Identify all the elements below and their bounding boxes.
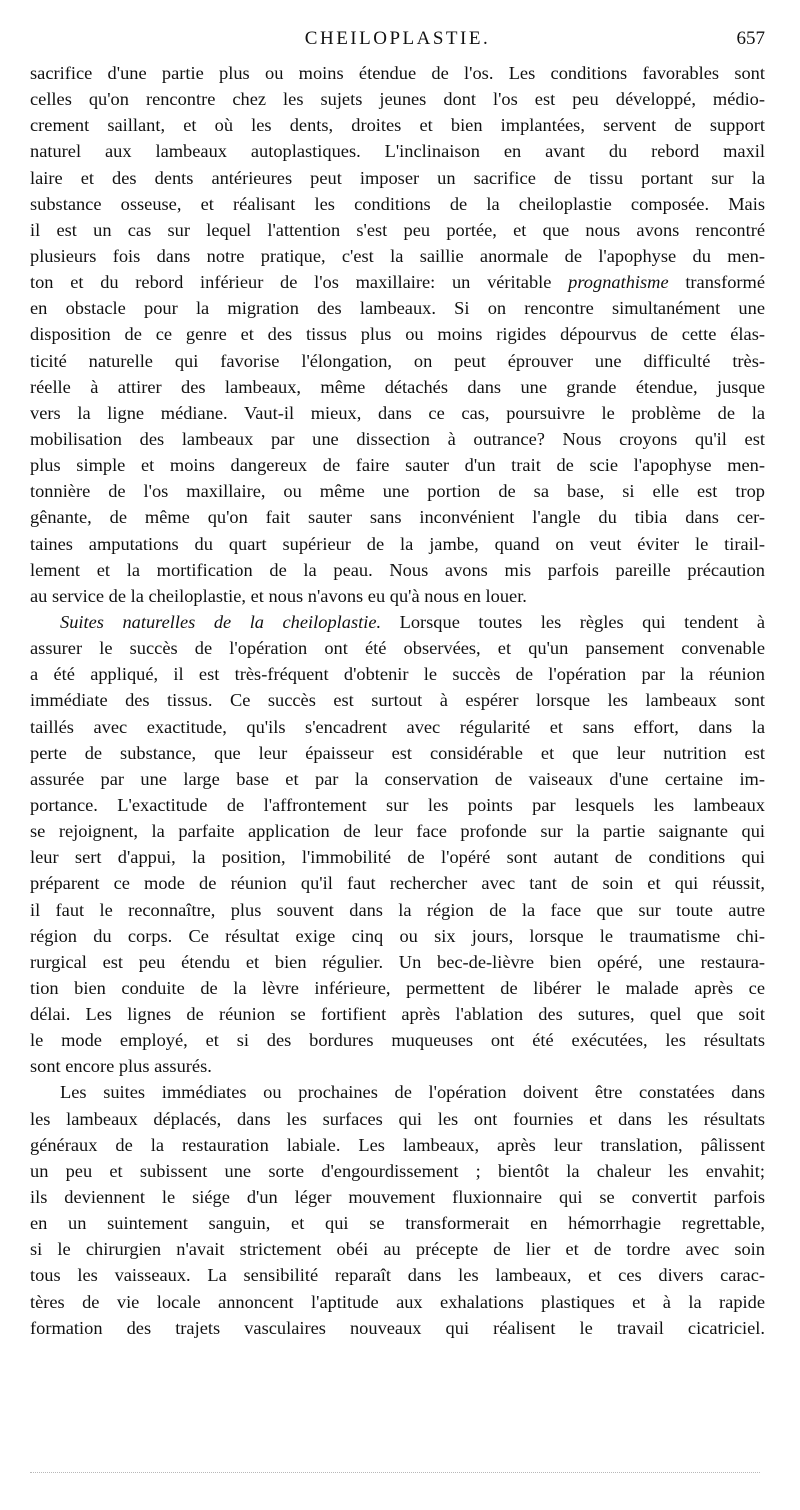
running-head bbox=[30, 28, 765, 58]
text-line: portance. L'exactitude de l'affrontement sur les points par lesquels les lambeaux bbox=[30, 794, 765, 815]
text-line: généraux de la restauration labiale. Les lambeaux, après leur translation, pâlissent bbox=[30, 1134, 765, 1155]
text-line: crement saillant, et où les dents, droites et bien implantées, servent de support bbox=[30, 115, 765, 136]
text-line: perte de substance, que leur épaisseur est considérable et que leur nutrition est bbox=[30, 742, 765, 763]
text-line: laire et des dents antérieures peut imposer un sacrifice de tissu portant sur la bbox=[30, 167, 765, 188]
text-line: vers la ligne médiane. Vaut-il mieux, dans ce cas, poursuivre le problème de la bbox=[30, 402, 765, 423]
text-line: gênante, de même qu'on fait sauter sans inconvénient l'angle du tibia dans cer- bbox=[30, 507, 765, 528]
text-line: au service de la cheiloplastie, et nous n'avons eu qu'à nous en louer. bbox=[30, 585, 527, 606]
text-line: plus simple et moins dangereux de faire sauter d'un trait de scie l'apophyse men- bbox=[30, 455, 765, 476]
text-line: lement et la mortification de la peau. Nous avons mis parfois pareille précaution bbox=[30, 559, 765, 580]
text-line: leur sert d'appui, la position, l'immobilité de l'opéré sont autant de conditions qui bbox=[30, 847, 765, 868]
text-line: a été appliqué, il est très-fréquent d'obtenir le succès de l'opération par la réunion bbox=[30, 664, 765, 685]
text-line: substance osseuse, et réalisant les conditions de la cheiloplastie composée. Mais bbox=[30, 193, 765, 214]
line-text: Lorsque toutes les règles qui tendent à bbox=[381, 611, 765, 632]
text-line: sacrifice d'une partie plus ou moins étendue de l'os. Les conditions favorables sont bbox=[30, 63, 765, 83]
text-line: se rejoignent, la parfaite application de leur face profonde sur la partie saignante qui bbox=[30, 821, 765, 842]
page-number: 657 bbox=[736, 28, 765, 49]
text-line: tonnière de l'os maxillaire, ou même une portion de sa base, si elle est trop bbox=[30, 481, 765, 502]
text-line: assurer le succès de l'opération ont été observées, et qu'un pansement convenable bbox=[30, 638, 765, 659]
text-line: disposition de ce genre et des tissus plus ou moins rigides dépourvus de cette élas- bbox=[30, 324, 765, 345]
text-line: Les suites immédiates ou prochaines de l'opération doivent être constatées dans bbox=[60, 1082, 765, 1103]
text-line: un peu et subissent une sorte d'engourdissement ; bientôt la chaleur les envahit; bbox=[30, 1160, 765, 1181]
text-line: immédiate des tissus. Ce succès est surtout à espérer lorsque les lambeaux sont bbox=[30, 690, 765, 711]
text-line: plusieurs fois dans notre pratique, c'est la saillie anormale de l'apophyse du men- bbox=[30, 245, 765, 266]
text-line: rurgical est peu étendu et bien régulier. Un bec-de-lièvre bien opéré, une restaura- bbox=[30, 951, 765, 972]
page-bottom-rule bbox=[30, 1472, 760, 1473]
paragraph-3 bbox=[30, 1079, 765, 1340]
text-line: le mode employé, et si des bordures muqueuses ont été exécutées, les résultats bbox=[30, 1030, 765, 1051]
text-line-with-heading bbox=[30, 609, 765, 635]
line-text-after-italic: transformé bbox=[668, 272, 765, 293]
text-line: mobilisation des lambeaux par une dissection à outrance? Nous croyons qu'il est bbox=[30, 428, 765, 449]
text-line: sont encore plus assurés. bbox=[30, 1056, 212, 1077]
text-line: les lambeaux déplacés, dans les surfaces qui les ont fournies et dans les résultats bbox=[30, 1108, 765, 1129]
paragraph-2 bbox=[30, 609, 765, 1080]
text-line-with-italic bbox=[30, 269, 765, 295]
text-line: tous les vaisseaux. La sensibilité reparaît dans les lambeaux, et ces divers carac- bbox=[30, 1265, 765, 1286]
body-text bbox=[30, 60, 765, 1341]
paragraph-1 bbox=[30, 60, 765, 609]
text-line: ils deviennent le siége d'un léger mouvement fluxionnaire qui se convertit parfois bbox=[30, 1187, 765, 1208]
text-line: il est un cas sur lequel l'attention s'est peu portée, et que nous avons rencontré bbox=[30, 219, 765, 240]
line-text: ton et du rebord inférieur de l'os maxillaire: un véritable bbox=[30, 272, 552, 293]
running-title: CHEILOPLASTIE. bbox=[304, 28, 491, 49]
italic-term: prognathisme bbox=[568, 272, 669, 293]
text-line: ticité naturelle qui favorise l'élongation, on peut éprouver une difficulté très- bbox=[30, 350, 765, 371]
text-line: en un suintement sanguin, et qui se transformerait en hémorrhagie regrettable, bbox=[30, 1213, 765, 1234]
text-line: il faut le reconnaître, plus souvent dans la région de la face que sur toute autre bbox=[30, 899, 765, 920]
text-line: taillés avec exactitude, qu'ils s'encadrent avec régularité et sans effort, dans la bbox=[30, 716, 765, 737]
text-line: en obstacle pour la migration des lambeaux. Si on rencontre simultanément une bbox=[30, 298, 765, 319]
section-heading: Suites naturelles de la cheiloplastie. bbox=[60, 611, 382, 632]
text-line: taines amputations du quart supérieur de la jambe, quand on veut éviter le tirail- bbox=[30, 533, 765, 554]
text-line: tères de vie locale annoncent l'aptitude aux exhalations plastiques et à la rapide bbox=[30, 1291, 765, 1312]
text-line: tion bien conduite de la lèvre inférieure, permettent de libérer le malade après ce bbox=[30, 977, 765, 998]
text-line: formation des trajets vasculaires nouveaux qui réalisent le travail cicatriciel. bbox=[30, 1317, 765, 1338]
text-line: délai. Les lignes de réunion se fortifient après l'ablation des sutures, quel que soit bbox=[30, 1004, 765, 1025]
text-line: région du corps. Ce résultat exige cinq ou six jours, lorsque le traumatisme chi- bbox=[30, 925, 765, 946]
text-line: naturel aux lambeaux autoplastiques. L'inclinaison en avant du rebord maxil bbox=[30, 141, 765, 162]
text-line: celles qu'on rencontre chez les sujets jeunes dont l'os est peu développé, médio- bbox=[30, 89, 765, 110]
text-line: assurée par une large base et par la conservation de vaiseaux d'une certaine im- bbox=[30, 768, 765, 789]
text-line: préparent ce mode de réunion qu'il faut rechercher avec tant de soin et qui réussit, bbox=[30, 873, 765, 894]
text-line: si le chirurgien n'avait strictement obéi au précepte de lier et de tordre avec soin bbox=[30, 1239, 765, 1260]
text-line: réelle à attirer des lambeaux, même détachés dans une grande étendue, jusque bbox=[30, 376, 765, 397]
